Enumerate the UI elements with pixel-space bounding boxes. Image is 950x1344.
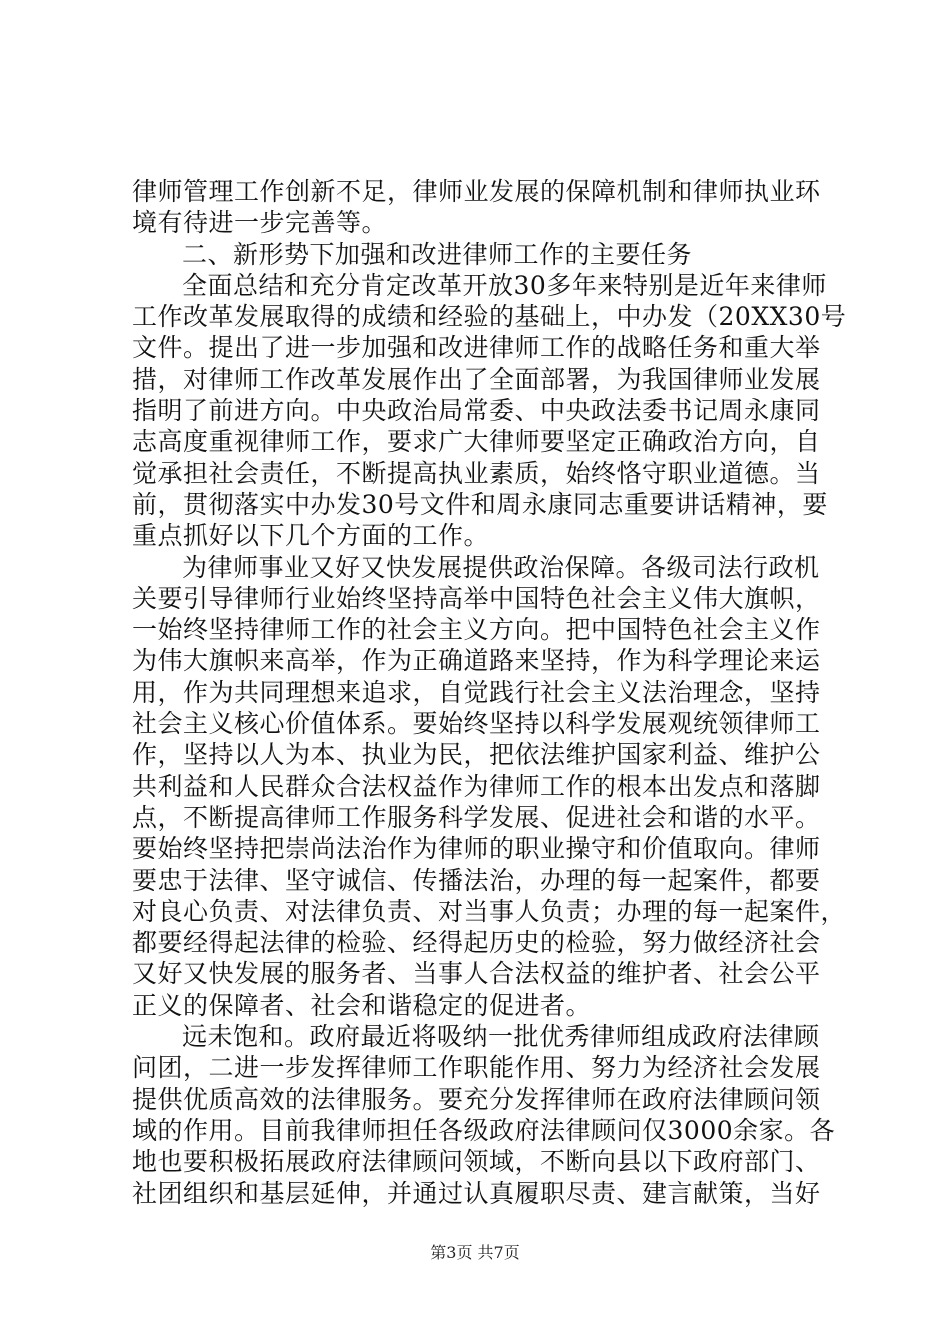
text-line: 志高度重视律师工作，要求广大律师要坚定正确政治方向，自 [132,427,821,457]
text-line: 律师管理工作创新不足，律师业发展的保障机制和律师执业环 [132,177,821,206]
text-line: 工作改革发展取得的成绩和经验的基础上，中办发（20XX30号 [132,302,847,332]
text-line: 社会主义核心价值体系。要始终坚持以科学发展观统领律师工 [132,709,821,739]
text-line: 社团组织和基层延伸，并通过认真履职尽责、建言献策，当好 [132,1178,821,1208]
text-line: 用，作为共同理想来追求，自觉践行社会主义法治理念，坚持 [132,677,821,707]
text-line: 对良心负责、对法律负责、对当事人负责；办理的每一起案件， [132,896,847,926]
text-line: 重点抓好以下几个方面的工作。 [132,521,490,551]
text-line: 文件。提出了进一步加强和改进律师工作的战略任务和重大举 [132,333,821,363]
text-line: 域的作用。目前我律师担任各级政府法律顾问仅3000余家。各 [132,1115,836,1145]
text-line: 远未饱和。政府最近将吸纳一批优秀律师组成政府法律顾 [182,1022,820,1052]
text-line: 二、新形势下加强和改进律师工作的主要任务 [182,239,693,269]
text-line: 作，坚持以人为本、执业为民，把依法维护国家利益、维护公 [132,740,821,770]
text-line: 前，贯彻落实中办发30号文件和周永康同志重要讲话精神，要 [132,489,828,519]
document-body [132,176,847,1209]
text-line: 为伟大旗帜来高举，作为正确道路来坚持，作为科学理论来运 [132,646,821,676]
text-line: 措，对律师工作改革发展作出了全面部署，为我国律师业发展 [132,364,821,394]
text-line: 觉承担社会责任，不断提高执业素质，始终恪守职业道德。当 [132,458,821,488]
text-line: 正义的保障者、社会和谐稳定的促进者。 [132,990,592,1020]
text-line: 全面总结和充分肯定改革开放30多年来特别是近年来律师 [182,270,827,300]
text-line: 地也要积极拓展政府法律顾问领域，不断向县以下政府部门、 [132,1147,821,1177]
text-line: 都要经得起法律的检验、经得起历史的检验，努力做经济社会 [132,928,821,958]
text-line: 要忠于法律、坚守诚信、传播法治，办理的每一起案件，都要 [132,865,821,895]
text-line: 又好又快发展的服务者、当事人合法权益的维护者、社会公平 [132,959,821,989]
page-footer: 第3页 共7页 [430,1243,520,1262]
text-line: 共利益和人民群众合法权益作为律师工作的根本出发点和落脚 [132,771,821,801]
text-line: 指明了前进方向。中央政治局常委、中央政法委书记周永康同 [132,396,821,426]
text-line: 要始终坚持把崇尚法治作为律师的职业操守和价值取向。律师 [132,834,821,864]
text-line: 关要引导律师行业始终坚持高举中国特色社会主义伟大旗帜， [132,583,821,613]
text-line: 问团，二进一步发挥律师工作职能作用、努力为经济社会发展 [132,1053,821,1083]
text-line: 一始终坚持律师工作的社会主义方向。把中国特色社会主义作 [132,615,821,645]
text-line: 境有待进一步完善等。 [132,208,388,238]
text-line: 为律师事业又好又快发展提供政治保障。各级司法行政机 [182,552,820,582]
text-line: 提供优质高效的法律服务。要充分发挥律师在政府法律顾问领 [132,1084,821,1114]
text-line: 点，不断提高律师工作服务科学发展、促进社会和谐的水平。 [132,802,821,832]
